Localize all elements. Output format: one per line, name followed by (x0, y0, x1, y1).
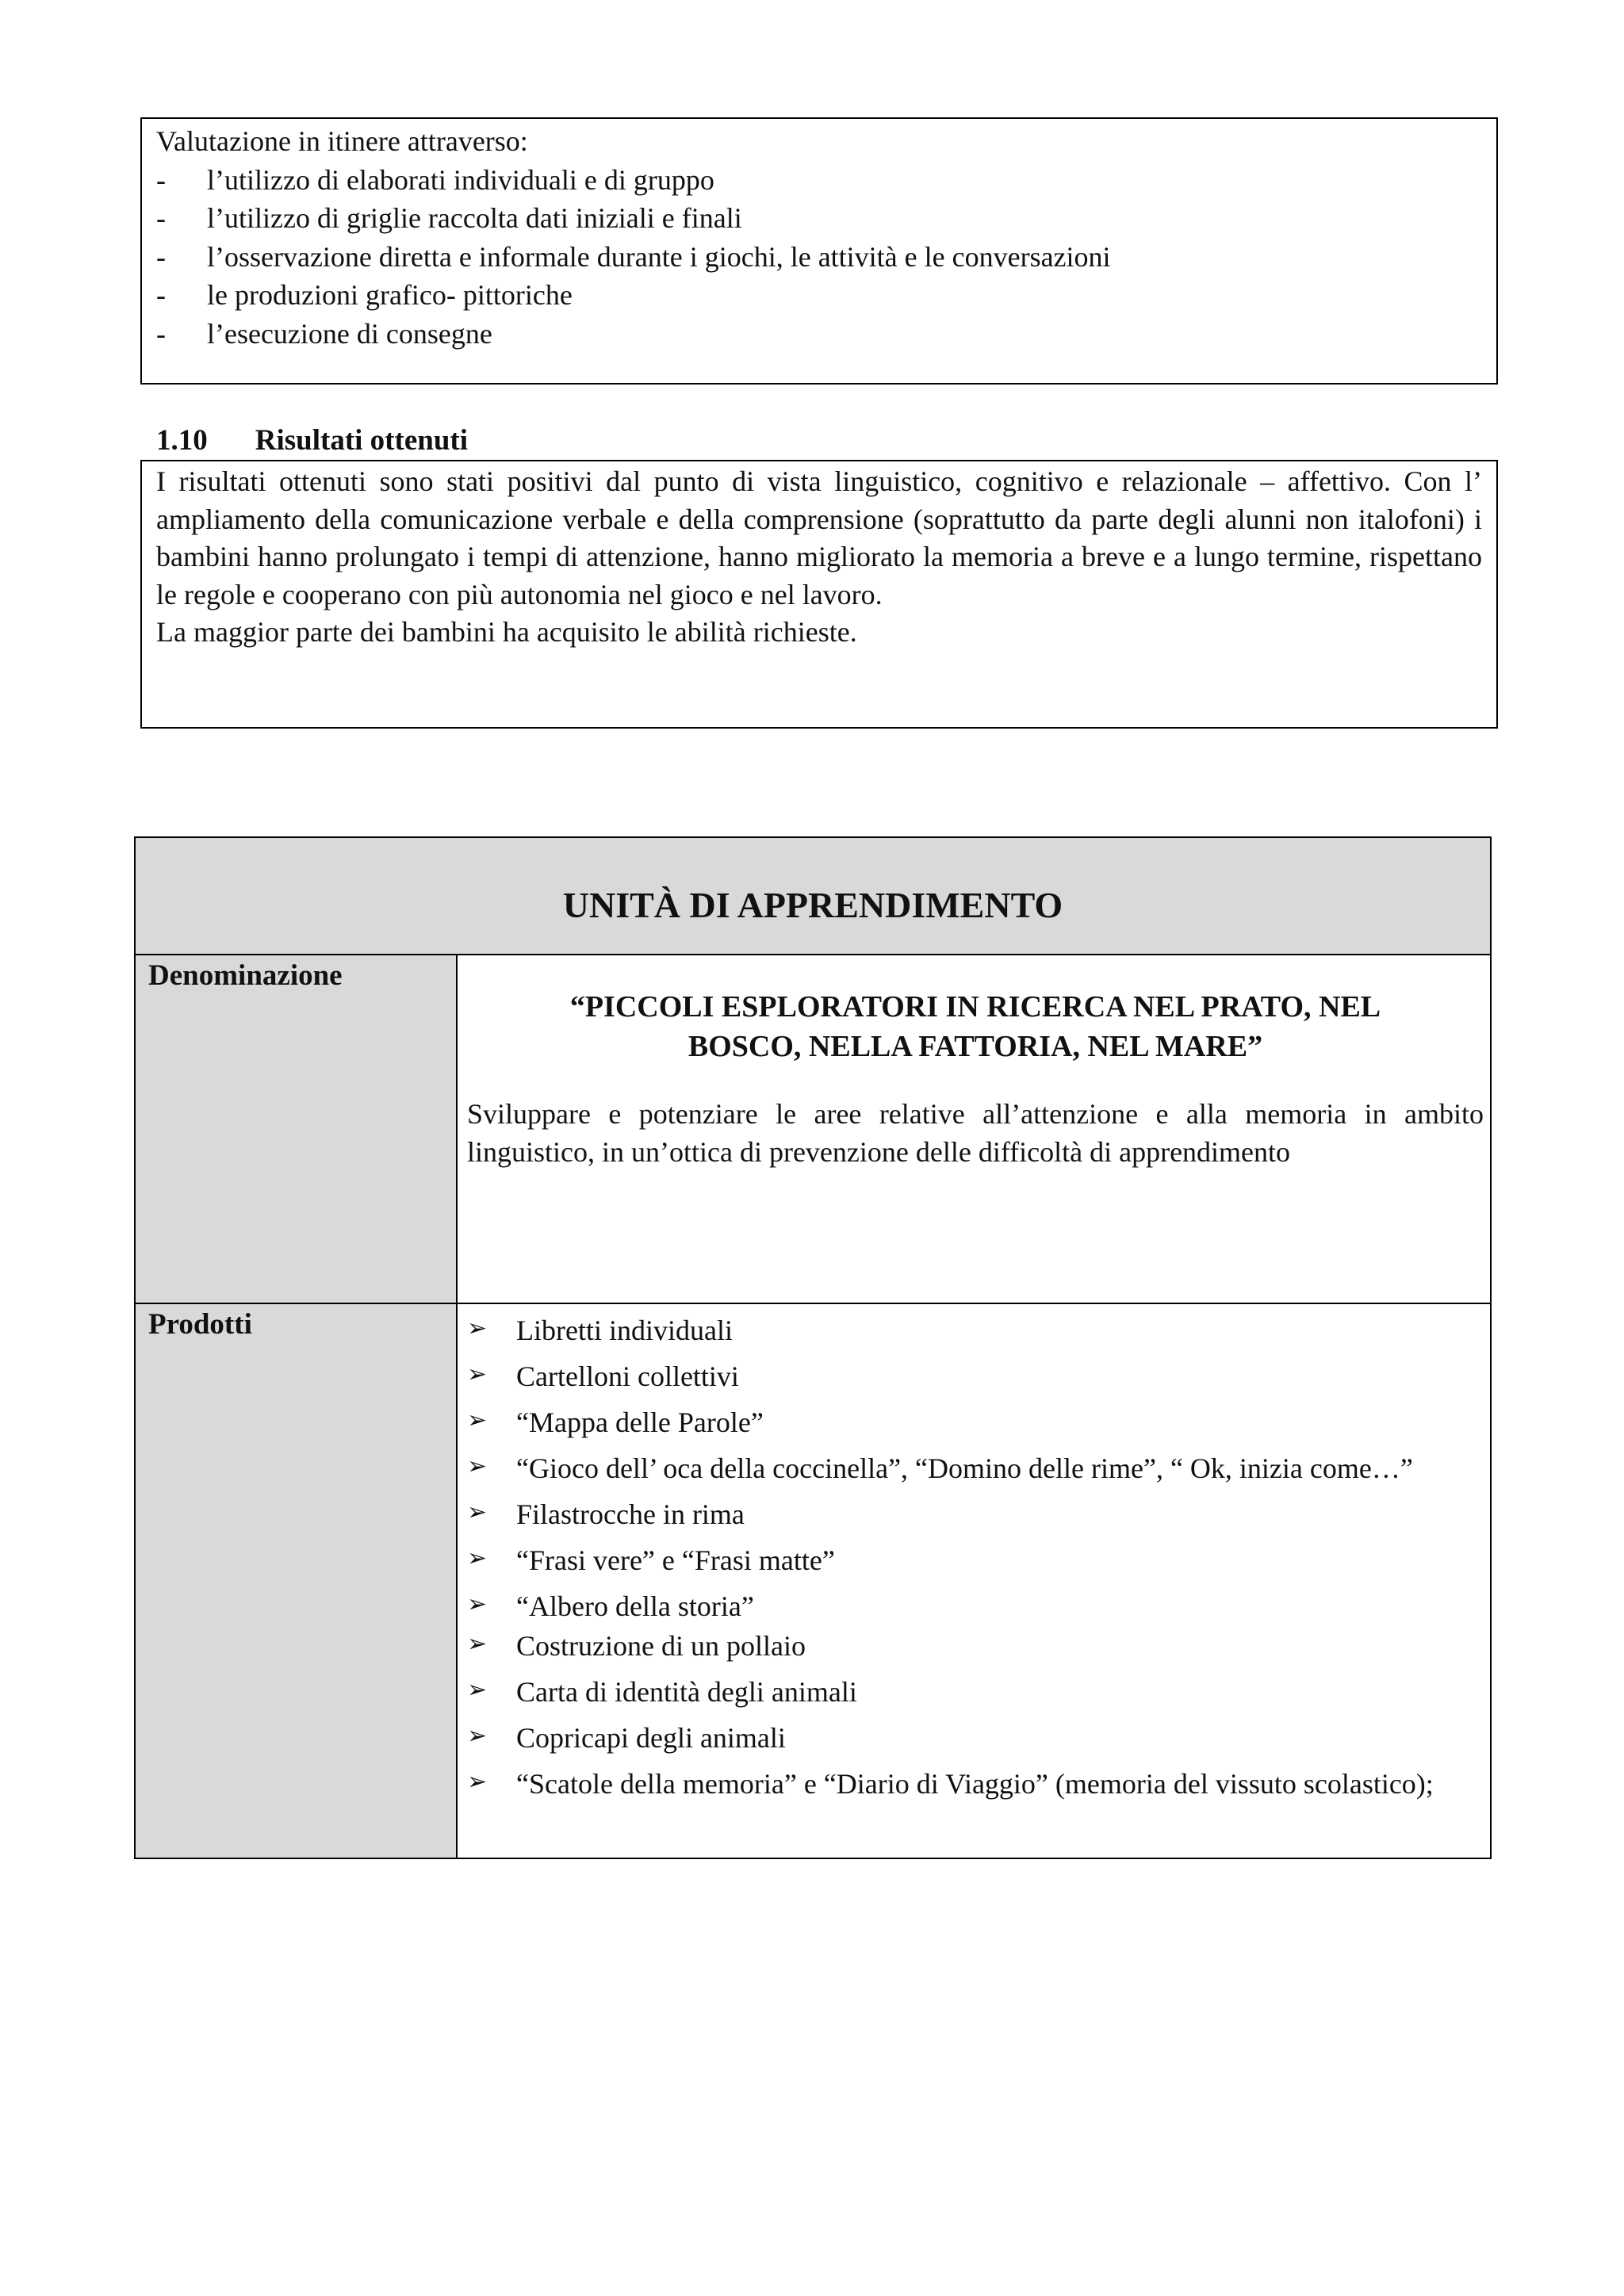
valutazione-intro: Valutazione in itinere attraverso: (156, 125, 528, 157)
arrow-bullet-icon: ➢ (467, 1590, 488, 1618)
list-item (467, 1624, 1484, 1667)
list-item-text: Costruzione di un pollaio (516, 1630, 806, 1662)
list-item (467, 1585, 1484, 1628)
uda-header: UNITÀ DI APPRENDIMENTO (136, 838, 1490, 955)
dash-bullet: - (156, 163, 166, 196)
prodotti-content (458, 1304, 1490, 1858)
list-item-text: “Frasi vere” e “Frasi matte” (516, 1544, 835, 1576)
dash-bullet: - (156, 279, 166, 311)
list-item (467, 1539, 1484, 1582)
list-item-text: Carta di identità degli animali (516, 1676, 857, 1708)
prodotti-label: Prodotti (136, 1304, 458, 1858)
arrow-bullet-icon: ➢ (467, 1768, 488, 1796)
section-title: Risultati ottenuti (255, 424, 468, 457)
denominazione-content (458, 955, 1490, 1304)
list-item (467, 1493, 1484, 1536)
valutazione-box (140, 117, 1498, 385)
uda-table (134, 836, 1492, 1859)
list-item (467, 1401, 1484, 1444)
list-item (467, 1716, 1484, 1759)
uda-description: Sviluppare e potenziare le aree relative all’attenzione e alla memoria in ambito linguistico, in un’ottica di prevenzione delle difficoltà di apprendimento (467, 1098, 1484, 1168)
list-item-text: Filastrocche in rima (516, 1498, 745, 1530)
dash-bullet: - (156, 202, 166, 234)
arrow-bullet-icon: ➢ (467, 1498, 488, 1526)
risultati-box (140, 460, 1498, 729)
valutazione-item-text: l’utilizzo di griglie raccolta dati iniziali e finali (207, 202, 742, 234)
arrow-bullet-icon: ➢ (467, 1722, 488, 1750)
valutazione-item (156, 238, 1482, 277)
section-heading (156, 422, 468, 460)
list-item-text: “Albero della storia” (516, 1590, 754, 1622)
arrow-bullet-icon: ➢ (467, 1630, 488, 1658)
prodotti-list (467, 1304, 1484, 1805)
valutazione-item-text: le produzioni grafico- pittoriche (207, 279, 573, 311)
list-item (467, 1309, 1484, 1352)
section-number: 1.10 (156, 424, 208, 457)
valutazione-item-text: l’utilizzo di elaborati individuali e di gruppo (207, 163, 714, 196)
valutazione-item (156, 315, 1482, 354)
list-item (467, 1355, 1484, 1398)
denominazione-label: Denominazione (136, 955, 458, 1304)
list-item-text: “Gioco dell’ oca della coccinella”, “Domino delle rime”, “ Ok, inizia come…” (516, 1452, 1413, 1484)
list-item-text: Cartelloni collettivi (516, 1360, 739, 1392)
dash-bullet: - (156, 240, 166, 273)
valutazione-item (156, 199, 1482, 238)
valutazione-item (156, 276, 1482, 315)
arrow-bullet-icon: ➢ (467, 1544, 488, 1572)
valutazione-item-text: l’osservazione diretta e informale durante i giochi, le attività e le conversazioni (207, 240, 1111, 273)
dash-bullet: - (156, 317, 166, 350)
list-item (467, 1670, 1484, 1713)
list-item-text: Libretti individuali (516, 1314, 733, 1346)
list-item-text: “Scatole della memoria” e “Diario di Viaggio” (memoria del vissuto scolastico); (516, 1768, 1434, 1800)
arrow-bullet-icon: ➢ (467, 1406, 488, 1434)
risultati-paragraph: I risultati ottenuti sono stati positivi dal punto di vista linguistico, cognitivo e relazionale – affettivo. Con l’ ampliamento della comunicazione verbale e della comprensione (soprattutto da parte degli alunni non italofoni) i bambini hanno prolungato i tempi di attenzione, hanno migliorato la memoria a breve e a lungo termine, rispettano le regole e cooperano con più autonomia nel gioco e nel lavoro. (156, 465, 1482, 610)
arrow-bullet-icon: ➢ (467, 1360, 488, 1388)
list-item-text: “Mappa delle Parole” (516, 1406, 764, 1438)
list-item (467, 1447, 1484, 1490)
arrow-bullet-icon: ➢ (467, 1676, 488, 1704)
risultati-closing: La maggior parte dei bambini ha acquisito le abilità richieste. (156, 616, 857, 648)
arrow-bullet-icon: ➢ (467, 1314, 488, 1342)
uda-title: “PICCOLI ESPLORATORI IN RICERCA NEL PRATO, NEL BOSCO, NELLA FATTORIA, NEL MARE” (569, 990, 1381, 1063)
list-item-text: Copricapi degli animali (516, 1722, 786, 1754)
list-item (467, 1762, 1484, 1805)
valutazione-item (156, 161, 1482, 200)
valutazione-item-text: l’esecuzione di consegne (207, 317, 492, 350)
arrow-bullet-icon: ➢ (467, 1452, 488, 1480)
